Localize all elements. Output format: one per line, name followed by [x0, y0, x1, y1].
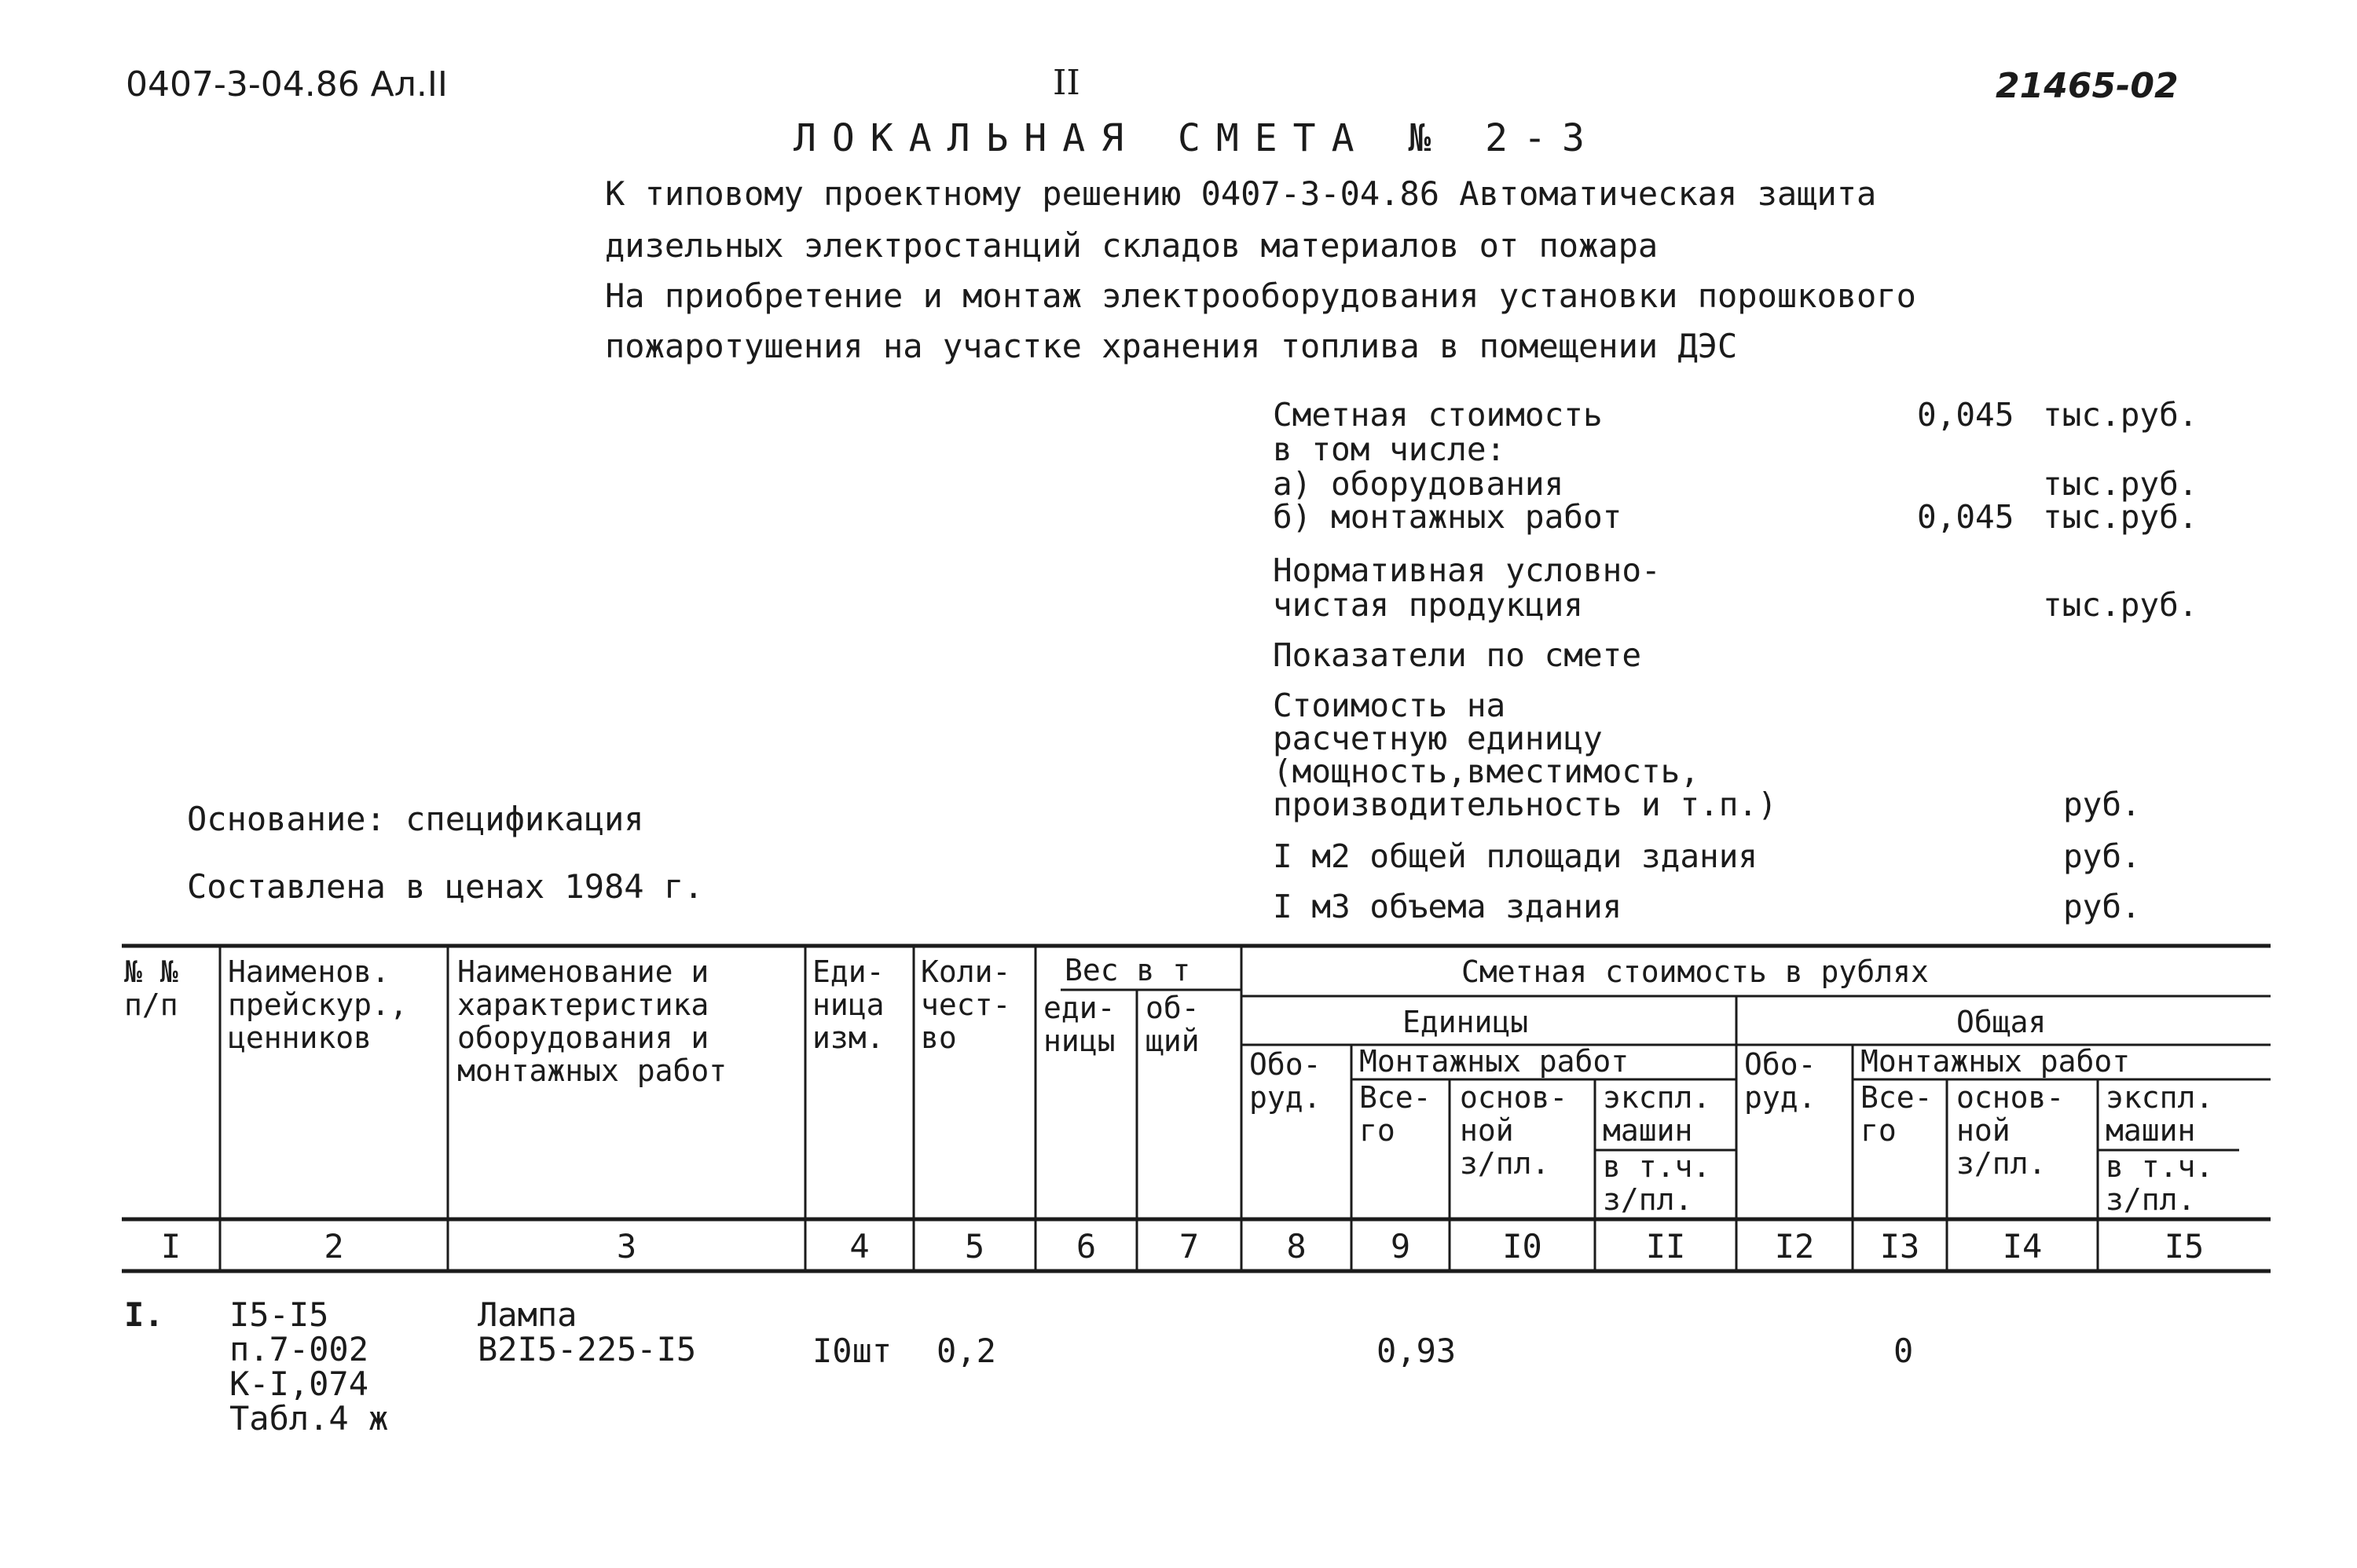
summary-indicators-label: Показатели по смете [1273, 636, 1641, 674]
row-unit-installation-total: 0,93 [1376, 1332, 1457, 1370]
row-item-name: Лампа В2I5-225-I5 [478, 1295, 697, 1368]
summary-including-label: в том числе: [1273, 430, 1506, 468]
header-installation-unit: Монтажных работ [1359, 1044, 1629, 1079]
row-number: I. [124, 1295, 164, 1334]
header-total: Общая [1956, 1005, 2047, 1039]
header-all-unit: Все- го [1359, 1080, 1431, 1148]
header-price-list: Наименов. прейскур., ценников [228, 954, 408, 1055]
column-number-12: I2 [1774, 1227, 1815, 1266]
document-number: 21465-02 [1996, 66, 2179, 106]
row-total-equipment: 0 [1893, 1332, 1914, 1370]
summary-installation-unit: тыс.руб. [2043, 498, 2198, 536]
column-number-1: I [160, 1227, 181, 1266]
header-machines-wage-total: в т.ч. з/пл. [2106, 1149, 2214, 1217]
summary-installation-label: б) монтажных работ [1273, 498, 1622, 536]
summary-equipment-label: а) оборудования [1273, 465, 1564, 503]
column-number-5: 5 [964, 1227, 985, 1266]
column-number-15: I5 [2164, 1227, 2205, 1266]
header-row-number: № № п/п [124, 954, 178, 1022]
summary-normative-label-2: чистая продукция [1273, 586, 1583, 624]
column-number-2: 2 [324, 1227, 344, 1266]
header-all-total: Все- го [1860, 1080, 1933, 1148]
column-number-11: II [1645, 1227, 1686, 1266]
header-machines-wage-unit: в т.ч. з/пл. [1603, 1149, 1711, 1217]
summary-normative-label-1: Нормативная условно- [1273, 551, 1661, 589]
header-machines-unit: экспл. машин [1603, 1080, 1711, 1148]
column-number-14: I4 [2002, 1227, 2043, 1266]
summary-cost-value: 0,045 [1917, 396, 2014, 434]
summary-cost-unit: тыс.руб. [2043, 396, 2198, 434]
header-equipment-unit: Обо- руд. [1249, 1047, 1321, 1115]
column-number-4: 4 [849, 1227, 870, 1266]
column-number-7: 7 [1178, 1227, 1200, 1266]
basis-text: Основание: спецификация [187, 800, 644, 838]
summary-unit-cost-line-4: производительность и т.п.) [1273, 786, 1777, 823]
column-number-6: 6 [1076, 1227, 1097, 1266]
row-unit: I0шт [812, 1332, 893, 1370]
header-machines-total: экспл. машин [2106, 1080, 2214, 1148]
summary-equipment-unit: тыс.руб. [2043, 465, 2198, 503]
summary-cost-label: Сметная стоимость [1273, 396, 1603, 434]
header-weight-per-unit: еди- ницы [1043, 991, 1116, 1058]
subtitle-line-3: На приобретение и монтаж электрооборудования установки порошкового [605, 277, 1916, 315]
summary-unit-cost-unit: руб. [2063, 786, 2141, 823]
column-number-9: 9 [1390, 1227, 1411, 1266]
column-number-3: 3 [616, 1227, 637, 1266]
header-base-wage-total: основ- ной з/пл. [1956, 1080, 2065, 1181]
summary-installation-value: 0,045 [1917, 498, 2014, 536]
column-number-8: 8 [1286, 1227, 1307, 1266]
subtitle-line-4: пожаротушения на участке хранения топлива в помещении ДЭС [605, 327, 1738, 365]
summary-unit-cost-line-3: (мощность,вместимость, [1273, 753, 1700, 790]
header-weight-total: об- щий [1146, 991, 1200, 1058]
subtitle-line-1: К типовому проектному решению 0407-3-04.86 Автоматическая защита [605, 174, 1877, 213]
header-installation-total: Монтажных работ [1860, 1044, 2131, 1079]
document-code: 0407-3-04.86 Ал.II [126, 64, 448, 104]
column-number-13: I3 [1879, 1227, 1920, 1266]
page-title: ЛОКАЛЬНАЯ СМЕТА № 2-3 [794, 116, 1600, 160]
summary-normative-unit: тыс.руб. [2043, 586, 2198, 624]
header-estimated-cost: Сметная стоимость в рублях [1461, 954, 1929, 989]
summary-volume-label: I м3 объема здания [1273, 888, 1622, 925]
header-item-name: Наименование и характеристика оборудования и монтажных работ [457, 954, 728, 1088]
row-quantity: 0,2 [937, 1332, 996, 1370]
summary-area-unit: руб. [2063, 837, 2141, 875]
summary-area-label: I м2 общей площади здания [1273, 837, 1758, 875]
summary-unit-cost-line-1: Стоимость на [1273, 687, 1506, 724]
header-equipment-total: Обо- руд. [1744, 1047, 1816, 1115]
header-unit: Еди- ница изм. [812, 954, 885, 1055]
prices-text: Составлена в ценах 1984 г. [187, 867, 704, 906]
header-base-wage-unit: основ- ной з/пл. [1460, 1080, 1568, 1181]
header-quantity: Коли- чест- во [921, 954, 1011, 1055]
row-price-reference: I5-I5 п.7-002 К-I,074 Табл.4 ж [229, 1295, 389, 1438]
page-number: II [1053, 63, 1080, 103]
summary-volume-unit: руб. [2063, 888, 2141, 925]
summary-unit-cost-line-2: расчетную единицу [1273, 720, 1603, 757]
header-per-unit: Единицы [1402, 1005, 1529, 1039]
header-weight: Вес в т [1065, 953, 1191, 987]
subtitle-line-2: дизельных электростанций складов материалов от пожара [605, 226, 1659, 265]
column-number-10: I0 [1502, 1227, 1542, 1266]
